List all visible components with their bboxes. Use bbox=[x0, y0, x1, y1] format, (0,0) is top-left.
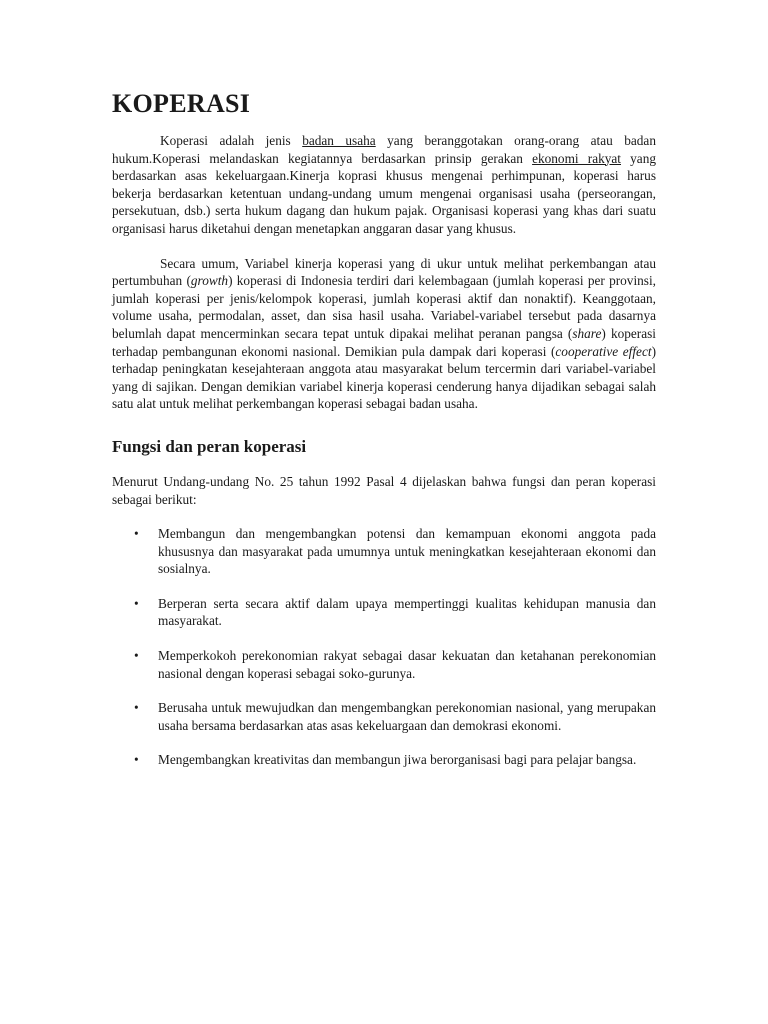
bullet-icon: • bbox=[134, 526, 139, 542]
p2-emphasis-share: share bbox=[572, 325, 602, 341]
list-item-text: Berperan serta secara aktif dalam upaya mempertinggi kualitas kehidupan manusia dan masyarakat. bbox=[158, 595, 656, 629]
list-item bbox=[112, 699, 656, 734]
p2-text-3: ) koperasi terhadap pembangunan ekonomi nasional. Demikian pula dampak dari koperasi ( bbox=[112, 325, 656, 359]
p2-text-1: Secara umum, Variabel kinerja koperasi yang di ukur untuk melihat perkembangan atau pertumbuhan ( bbox=[112, 255, 656, 289]
badan-usaha-link[interactable]: badan usaha bbox=[302, 133, 376, 148]
p2-text-2: ) koperasi di Indonesia terdiri dari kelembagaan (jumlah koperasi per provinsi, jumlah koperasi per jenis/kelompok koperasi, jumlah koperasi aktif dan nonaktif). Keanggotaan, volume usaha, permodalan, asset, dan sisa hasil usaha. Variabel-variabel tersebut pada dasarnya belumlah dapat mencerminkan secara tepat untuk dipakai melihat peranan pangsa ( bbox=[112, 273, 656, 341]
list-item bbox=[112, 647, 656, 682]
p2-text-4: ) terhadap peningkatan kesejahteraan anggota atau masyarakat belum tercermin dari variabel-variabel yang di sajikan. Dengan demikian variabel kinerja koperasi cenderung hanya dijadikan sebagai salah satu alat untuk melihat perkembangan koperasi sebagai badan usaha. bbox=[112, 343, 656, 412]
list-item-text: Membangun dan mengembangkan potensi dan kemampuan ekonomi anggota pada khususnya dan masyarakat pada umumnya untuk meningkatkan kesejahteraan ekonomi dan sosialnya. bbox=[158, 526, 656, 577]
p2-emphasis-cooperative-effect: cooperative effect bbox=[555, 343, 652, 359]
bullet-icon: • bbox=[134, 595, 139, 611]
ekonomi-rakyat-link[interactable]: ekonomi rakyat bbox=[532, 150, 621, 166]
p1-text-1: Koperasi adalah jenis bbox=[160, 133, 303, 148]
section-intro: Menurut Undang-undang No. 25 tahun 1992 Pasal 4 dijelaskan bahwa fungsi dan peran koperasi sebagai berikut: bbox=[112, 473, 656, 507]
section-title: Fungsi dan peran koperasi bbox=[112, 436, 307, 456]
list-item-text: Berusaha untuk mewujudkan dan mengembangkan perekonomian nasional, yang merupakan usaha bersama berdasarkan atas asas kekeluargaan dan demokrasi ekonomi. bbox=[158, 700, 656, 733]
list-item bbox=[112, 751, 656, 769]
paragraph-performance bbox=[112, 255, 656, 413]
p2-emphasis-growth: growth bbox=[190, 273, 229, 289]
bullet-icon: • bbox=[134, 648, 139, 664]
list-item-text: Mengembangkan kreativitas dan membangun jiwa berorganisasi bagi para pelajar bangsa. bbox=[158, 752, 637, 768]
p1-text-3: yang berdasarkan asas kekeluargaan.Kinerja koprasi khusus mengenai perhimpunan, koperasi harus bekerja berdasarkan ketentuan undang-undang umum mengenai organisasi usaha (perseorangan, persekutuan, dsb.) serta hukum dagang dan hukum pajak. Organisasi koperasi yang khas dari suatu organisasi harus diketahui dengan menetapkan anggaran dasar yang khusus. bbox=[112, 150, 656, 236]
list-item bbox=[112, 525, 656, 578]
list-item-text: Memperkokoh perekonomian rakyat sebagai dasar kekuatan dan ketahanan perekonomian nasional dengan koperasi sebagai soko-gurunya. bbox=[158, 648, 656, 681]
function-list bbox=[112, 525, 656, 769]
bullet-icon: • bbox=[134, 752, 139, 768]
p1-text-2: yang beranggotakan orang-orang atau badan hukum.Koperasi melandaskan kegiatannya berdasarkan prinsip gerakan bbox=[112, 133, 656, 166]
list-item bbox=[112, 595, 656, 630]
paragraph-definition bbox=[112, 132, 656, 238]
document-page bbox=[112, 88, 656, 786]
bullet-icon: • bbox=[134, 700, 139, 716]
document-title: KOPERASI bbox=[112, 89, 251, 118]
